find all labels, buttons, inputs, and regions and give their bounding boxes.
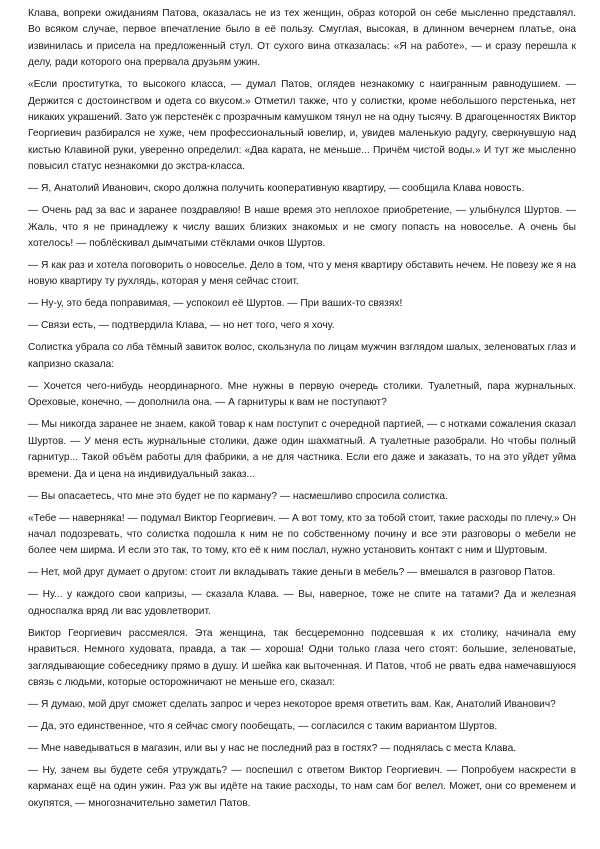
paragraph: Клава, вопреки ожиданиям Патова, оказалась не из тех женщин, образ которой он себе мысленно представлял. Во всяком случае, первое впечатление было в её пользу. Смуглая, высокая, в длинном вечернем платье, она извинилась и присела на предложенный стул. От сухого вина отказалась: «Я на работе», — и сразу перешла к делу, ради которого она прервала друзьям ужин. [28, 8, 576, 69]
paragraph: «Тебе — наверняка! — подумал Виктор Георгиевич. — А вот тому, кто за тобой стоит, такие расходы по плечу.» Он начал подозревать, что солистка подошла к ним не по собственному почину и все эти разговоры о мебели не более чем ширма. И если это так, то тому, кто её к ним послал, нужно установить контакт с ним и Шуртовым. [28, 512, 576, 557]
paragraph: — Мы никогда заранее не знаем, какой товар к нам поступит с очередной партией, — с нотками сожаления сказал Шуртов. — У меня есть журнальные столики, даже один шахматный. А туалетные разобрали. Но чтобы полный гарнитур... Такой объём работы для фабрики, а не для частника. Если его даже и заказать, то на это уйдет уйма времени. Да и цена на индивидуальный заказ... [28, 419, 576, 480]
paragraph: — Нет, мой друг думает о другом: стоит ли вкладывать такие деньги в мебель? — вмешался в разговор Патов. [28, 567, 556, 579]
paragraph: — Я как раз и хотела поговорить о новоселье. Дело в том, что у меня квартиру обставить нечем. Не повезу же я на новую квартиру ту рухлядь, которая у меня сейчас стоит. [28, 260, 576, 288]
paragraph: — Ну... у каждого свои капризы, — сказала Клава. — Вы, наверное, тоже не спите на татами? Да и железная односпалка вряд ли вас удовлетворит. [28, 589, 576, 617]
paragraph: Солистка убрала со лба тёмный завиток волос, скользнула по лицам мужчин взглядом шалых, зеленоватых глаз и капризно сказала: [28, 342, 576, 370]
paragraph: — Связи есть, — подтвердила Клава, — но нет того, чего я хочу. [28, 320, 335, 332]
paragraph: — Хочется чего-нибудь неординарного. Мне нужны в первую очередь столики. Туалетный, пара журнальных. Ореховые, конечно, — дополнила она. — А гарнитуры к вам не поступают? [28, 380, 576, 409]
paragraph: — Очень рад за вас и заранее поздравляю! В наше время это неплохое приобретение, — улыбнулся Шуртов. — Жаль, что я не принадлежу к числу ваших близких знакомых и не смогу попасть на новоселье. А очень бы хотелось! — поблёскивал дымчатыми стёклами очков Шуртов. [28, 205, 576, 250]
document-page [28, 6, 576, 818]
paragraph: — Ну-у, это беда поправимая, — успокоил её Шуртов. — При ваших-то связях! [28, 298, 403, 310]
paragraph: Виктор Георгиевич рассмеялся. Эта женщина, так бесцеремонно подсевшая к их столику, начинала ему нравиться. Немного худовата, правда, а так — хороша! Одни только глаза чего стоят: большие, зеленоватые, заглядывающие собеседнику прямо в душу. И шейка как выточенная. И Патов, чтоб не рвать едва намечавшуюся связь с людьми, которые осторожничают не меньше его, сказал: [28, 627, 576, 688]
paragraph: — Мне наведываться в магазин, или вы у нас не последний раз в гостях? — поднялась с места Клава. [28, 742, 517, 754]
paragraph: — Ну, зачем вы будете себя утруждать? — поспешил с ответом Виктор Георгиевич. — Попробуем наскрести в карманах ещё на один ужин. Раз уж вы идёте на такие расходы, то нам сам бог велел. Может, они со временем и окупятся, — многозначительно заметил Патов. [28, 764, 576, 809]
paragraph: «Если проститутка, то высокого класса, — думал Патов, оглядев незнакомку с наигранным равнодушием. — Держится с достоинством и одета со вкусом.» Отметил также, что у солистки, кроме небольшого перстенька, нет никаких украшений. Зато уж перстенёк с прозрачным камушком тянул не на одну тысячу. В драгоценностях Виктор Георгиевич разбирался не хуже, чем профессиональный ювелир, и, увидев маленькую радугу, сверкнувшую над кистью Клавиной руки, уверенно определил: «Два карата, не меньше... Причём чистой воды.» И тут же мысленно повысил статус незнакомки до экстра-класса. [28, 79, 576, 173]
paragraph: — Я, Анатолий Иванович, скоро должна получить кооперативную квартиру, — сообщила Клава новость. [28, 183, 525, 195]
paragraph: — Я думаю, мой друг сможет сделать запрос и через некоторое время ответить вам. Как, Анатолий Иванович? [28, 698, 556, 710]
paragraph: — Да, это единственное, что я сейчас смогу пообещать, — согласился с таким вариантом Шуртов. [28, 720, 498, 732]
paragraph: — Вы опасаетесь, что мне это будет не по карману? — насмешливо спросила солистка. [28, 490, 448, 502]
